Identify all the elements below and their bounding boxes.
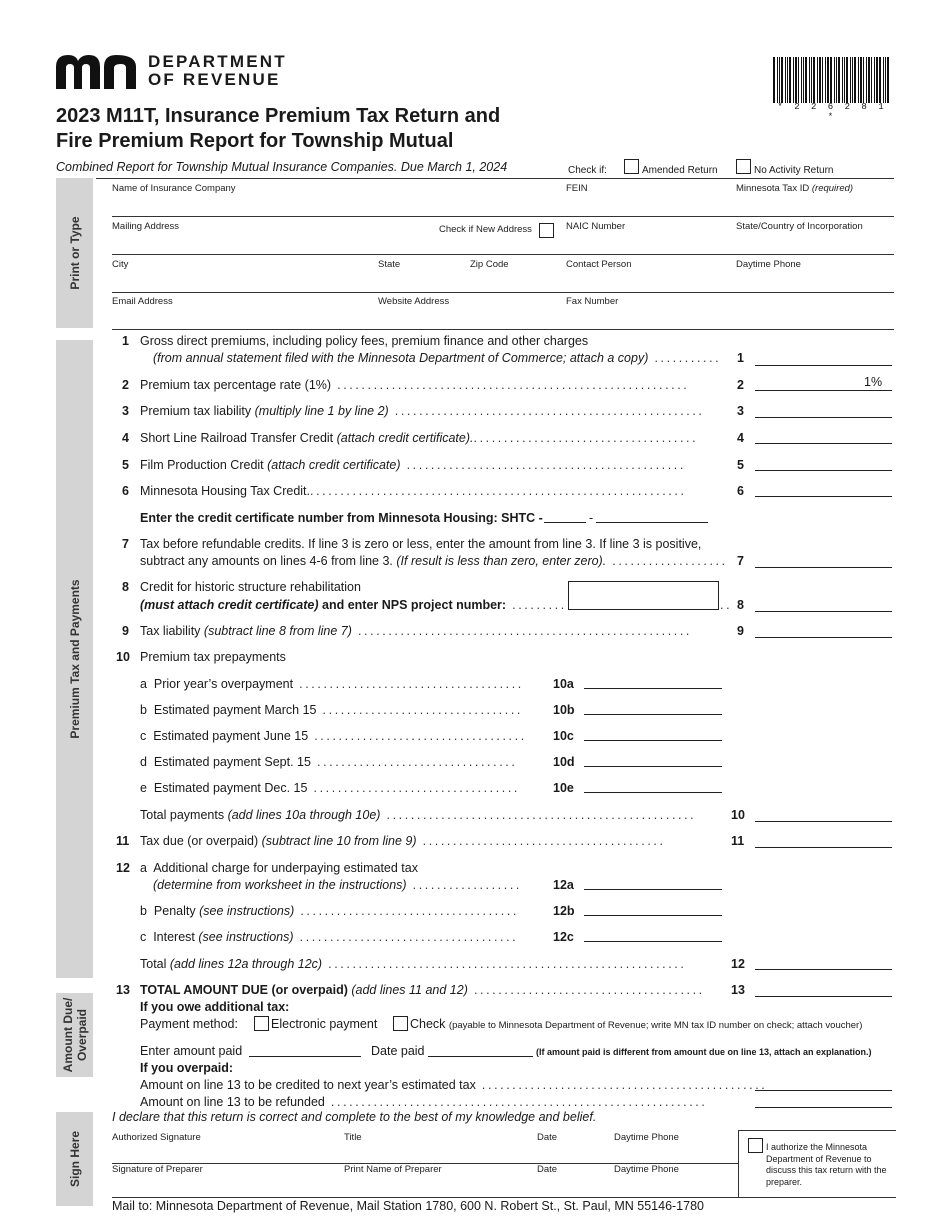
fein-label: FEIN — [566, 183, 588, 194]
line-10a-input[interactable] — [584, 688, 722, 689]
barcode-bar — [813, 57, 815, 103]
owe-heading: If you owe additional tax: — [140, 1000, 290, 1014]
line-number: 13 — [116, 983, 130, 997]
line-1-input[interactable] — [755, 365, 892, 366]
barcode-bar — [822, 57, 823, 103]
refunded-text: Amount on line 13 to be refunded .............................................................. — [140, 1095, 708, 1109]
new-address-label: Check if New Address — [439, 224, 532, 235]
barcode-bar — [887, 57, 889, 103]
line-9-input[interactable] — [755, 637, 892, 638]
barcode-bar — [785, 57, 786, 103]
line-10b-text: b Estimated payment March 15 ................................. — [140, 703, 523, 717]
date-paid-label: Date paid — [371, 1044, 425, 1058]
line-11-text: Tax due (or overpaid) (subtract line 10 from line 9) ........................................ — [140, 834, 666, 848]
barcode-bar — [781, 57, 783, 103]
line-8-text2: (must attach credit certificate) and enter NPS project number: ......... — [140, 598, 567, 612]
line-12a-input[interactable] — [584, 889, 722, 890]
divider — [738, 1130, 896, 1131]
shtc-text: Enter the credit certificate number from Minnesota Housing: SHTC - — [140, 511, 543, 525]
barcode-bar — [817, 57, 818, 103]
barcode-bar — [860, 57, 862, 103]
line-ref: 10b — [553, 703, 575, 717]
line-number: 9 — [122, 624, 129, 638]
department-name: DEPARTMENT OF REVENUE — [148, 52, 287, 89]
line-8-dots: .. — [720, 598, 733, 612]
authorize-preparer-checkbox[interactable] — [748, 1138, 763, 1153]
line-8-text: Credit for historic structure rehabilitation — [140, 580, 361, 594]
line-ref: 10 — [731, 808, 745, 822]
barcode-bar — [879, 57, 881, 103]
no-activity-label: No Activity Return — [754, 165, 834, 176]
line-3-text: Premium tax liability (multiply line 1 by line 2) ................................................... — [140, 404, 705, 418]
mailing-address-label: Mailing Address — [112, 221, 180, 232]
state-country-label: State/Country of Incorporation — [736, 221, 863, 232]
barcode-bar — [825, 57, 826, 103]
line-ref: 2 — [737, 378, 744, 392]
line-10d-input[interactable] — [584, 766, 722, 767]
line-10-total-input[interactable] — [755, 821, 892, 822]
line-12c-text: c Interest (see instructions) .................................... — [140, 930, 519, 944]
line-5-text: Film Production Credit (attach credit certificate) .............................................. — [140, 458, 686, 472]
line-12-total-text: Total (add lines 12a through 12c) ........................................................... — [140, 957, 687, 971]
side-tab-print: Print or Type — [56, 178, 93, 328]
daytime-phone-label: Daytime Phone — [614, 1132, 679, 1143]
daytime-phone-label: Daytime Phone — [736, 259, 801, 270]
barcode-bar — [866, 57, 867, 103]
line-11-input[interactable] — [755, 847, 892, 848]
line-10c-text: c Estimated payment June 15 ................................... — [140, 729, 527, 743]
barcode-bar — [871, 57, 872, 103]
line-number: 2 — [122, 378, 129, 392]
barcode-bar — [803, 57, 804, 103]
city-label: City — [112, 259, 129, 270]
check-payment-label: Check (payable to Minnesota Department of Revenue; write MN tax ID number on check; attach voucher) — [410, 1017, 863, 1031]
line-number: 3 — [122, 404, 129, 418]
shtc-input-1[interactable] — [544, 522, 586, 523]
barcode-bar — [885, 57, 886, 103]
amount-paid-label: Enter amount paid — [140, 1044, 243, 1058]
line-10-text: Premium tax prepayments — [140, 650, 286, 664]
preparer-name-label: Print Name of Preparer — [344, 1164, 442, 1175]
nps-project-number-input[interactable] — [568, 581, 719, 610]
barcode-bar — [844, 57, 845, 103]
barcode-bar — [883, 57, 884, 103]
line-ref: 10a — [553, 677, 574, 691]
amended-return-label: Amended Return — [642, 165, 718, 176]
authorize-preparer-text: I authorize the Minnesota Department of Revenue to discuss this tax return with the preparer. — [766, 1142, 887, 1187]
electronic-payment-label: Electronic payment — [271, 1017, 378, 1031]
line-ref: 7 — [737, 554, 744, 568]
company-name-label: Name of Insurance Company — [112, 183, 236, 194]
fax-label: Fax Number — [566, 296, 619, 307]
mailing-address-field[interactable] — [112, 254, 894, 255]
credited-input[interactable] — [755, 1090, 892, 1091]
contact-label: Contact Person — [566, 259, 632, 270]
line-8-input[interactable] — [755, 611, 892, 612]
barcode-bar — [876, 57, 878, 103]
barcode-bar — [827, 57, 829, 103]
mn-tax-id-label: Minnesota Tax ID (required) — [736, 183, 854, 194]
credited-text: Amount on line 13 to be credited to next year’s estimated tax ............................................... — [140, 1078, 768, 1092]
line-ref: 6 — [737, 484, 744, 498]
side-tab-sign: Sign Here — [56, 1112, 93, 1206]
line-number: 11 — [116, 834, 130, 848]
line-ref: 12a — [553, 878, 574, 892]
line-6-text: Minnesota Housing Tax Credit............................................................... — [140, 484, 687, 498]
check-if-label: Check if: — [568, 165, 607, 176]
line-12c-input[interactable] — [584, 941, 722, 942]
line-10-total-text: Total payments (add lines 10a through 10e) ................................................... — [140, 808, 697, 822]
barcode-bar — [779, 57, 780, 103]
date-label: Date — [537, 1164, 558, 1175]
date-paid-input[interactable] — [428, 1056, 533, 1057]
barcode — [773, 57, 891, 103]
line-10c-input[interactable] — [584, 740, 722, 741]
email-field[interactable] — [112, 329, 894, 330]
line-7-text: Tax before refundable credits. If line 3 is zero or less, enter the amount from line 3. If line 3 is positive, — [140, 537, 702, 551]
barcode-bar — [836, 57, 837, 103]
barcode-bar — [852, 57, 853, 103]
naic-label: NAIC Number — [566, 221, 626, 232]
line-2-value: 1% — [864, 375, 883, 389]
line-ref: 5 — [737, 458, 744, 472]
barcode-bar — [874, 57, 875, 103]
electronic-payment-checkbox[interactable] — [254, 1016, 269, 1031]
barcode-bar — [858, 57, 859, 103]
barcode-bar — [809, 57, 810, 103]
state-label: State — [378, 259, 401, 270]
barcode-bar — [846, 57, 848, 103]
website-label: Website Address — [378, 296, 450, 307]
mail-to-address: Mail to: Minnesota Department of Revenue, Mail Station 1780, 600 N. Robert St., St. Paul, MN 55146-1780 — [112, 1199, 704, 1213]
payment-method-label: Payment method: — [140, 1017, 238, 1031]
line-1-text2: (from annual statement filed with the Minnesota Department of Commerce; attach a copy) ........... — [153, 351, 722, 365]
line-ref: 11 — [731, 834, 745, 848]
check-payment-checkbox[interactable] — [393, 1016, 408, 1031]
line-ref: 3 — [737, 404, 744, 418]
line-ref: 12b — [553, 904, 575, 918]
line-10b-input[interactable] — [584, 714, 722, 715]
line-4-input[interactable] — [755, 443, 892, 444]
barcode-number: * 2 2 6 2 8 1 * — [777, 102, 887, 122]
barcode-bar — [863, 57, 864, 103]
barcode-bar — [850, 57, 851, 103]
barcode-bar — [834, 57, 835, 103]
no-activity-checkbox[interactable] — [736, 159, 751, 174]
overpaid-heading: If you overpaid: — [140, 1061, 234, 1075]
line-1-text: Gross direct premiums, including policy fees, premium finance and other charges — [140, 334, 589, 348]
line-ref: 1 — [737, 351, 744, 365]
line-3-input[interactable] — [755, 417, 892, 418]
line-10e-input[interactable] — [584, 792, 722, 793]
city-field[interactable] — [112, 292, 894, 293]
mn-logo — [56, 55, 136, 89]
barcode-bar — [777, 57, 778, 103]
divider — [738, 1130, 739, 1197]
email-label: Email Address — [112, 296, 173, 307]
line-ref: 8 — [737, 598, 744, 612]
preparer-signature-field[interactable] — [112, 1197, 896, 1198]
line-ref: 10d — [553, 755, 575, 769]
barcode-bar — [789, 57, 791, 103]
barcode-bar — [801, 57, 802, 103]
barcode-bar — [811, 57, 812, 103]
barcode-bar — [773, 57, 775, 103]
line-10d-text: d Estimated payment Sept. 15 ................................. — [140, 755, 518, 769]
line-ref: 4 — [737, 431, 744, 445]
refunded-input[interactable] — [755, 1107, 892, 1108]
line-13-input[interactable] — [755, 996, 892, 997]
line-9-text: Tax liability (subtract line 8 from line 7) ....................................................... — [140, 624, 692, 638]
shtc-dash: - — [589, 511, 594, 525]
barcode-bar — [793, 57, 794, 103]
barcode-bar — [798, 57, 799, 103]
barcode-bar — [868, 57, 870, 103]
barcode-bar — [830, 57, 832, 103]
declaration-text: I declare that this return is correct and complete to the best of my knowledge and belief. — [112, 1110, 597, 1124]
line-13-text: TOTAL AMOUNT DUE (or overpaid) (add lines 11 and 12) ...................................... — [140, 983, 705, 997]
line-ref: 9 — [737, 624, 744, 638]
side-tab-amount-due: Amount Due/ Overpaid — [56, 993, 93, 1077]
line-ref: 12c — [553, 930, 574, 944]
line-ref: 10c — [553, 729, 574, 743]
zip-label: Zip Code — [470, 259, 509, 270]
barcode-bar — [819, 57, 821, 103]
line-number: 7 — [122, 537, 129, 551]
title-label: Title — [344, 1132, 362, 1143]
barcode-bar — [795, 57, 797, 103]
daytime-phone-label: Daytime Phone — [614, 1164, 679, 1175]
barcode-bar — [838, 57, 840, 103]
new-address-checkbox[interactable] — [539, 223, 554, 238]
line-12a-note: (determine from worksheet in the instructions) .................. — [153, 878, 522, 892]
line-number: 5 — [122, 458, 129, 472]
date-label: Date — [537, 1132, 558, 1143]
line-number: 6 — [122, 484, 129, 498]
line-5-input[interactable] — [755, 470, 892, 471]
line-10a-text: a Prior year’s overpayment ..................................... — [140, 677, 524, 691]
line-ref: 10e — [553, 781, 574, 795]
line-number: 12 — [116, 861, 130, 875]
form-subtitle: Combined Report for Township Mutual Insurance Companies. Due March 1, 2024 — [56, 160, 508, 174]
line-12a-text: a Additional charge for underpaying estimated tax — [140, 861, 418, 875]
line-12b-text: b Penalty (see instructions) .................................... — [140, 904, 519, 918]
line-ref: 12 — [731, 957, 745, 971]
amended-return-checkbox[interactable] — [624, 159, 639, 174]
preparer-signature-label: Signature of Preparer — [112, 1164, 203, 1175]
barcode-bar — [805, 57, 807, 103]
line-10e-text: e Estimated payment Dec. 15 .................................. — [140, 781, 521, 795]
line-2-text: Premium tax percentage rate (1%) .......................................................... — [140, 378, 690, 392]
line-6-input[interactable] — [755, 496, 892, 497]
barcode-bar — [854, 57, 856, 103]
line-7-text2: subtract any amounts on lines 4-6 from line 3. (If result is less than zero, enter zero). ................... — [140, 554, 728, 568]
line-4-text: Short Line Railroad Transfer Credit (attach credit certificate)...................................... — [140, 431, 699, 445]
line-number: 10 — [116, 650, 130, 664]
line-12-total-input[interactable] — [755, 969, 892, 970]
line-12b-input[interactable] — [584, 915, 722, 916]
authorized-signature-label: Authorized Signature — [112, 1132, 201, 1143]
amount-paid-input[interactable] — [249, 1056, 361, 1057]
line-2-input[interactable] — [755, 390, 892, 391]
line-number: 4 — [122, 431, 129, 445]
divider — [96, 178, 894, 179]
line-number: 1 — [122, 334, 129, 348]
side-tab-premium: Premium Tax and Payments — [56, 340, 93, 978]
form-title: 2023 M11T, Insurance Premium Tax Return and Fire Premium Report for Township Mutual — [56, 105, 501, 152]
company-name-field[interactable] — [112, 216, 894, 217]
barcode-bar — [842, 57, 843, 103]
amount-difference-note: (If amount paid is different from amount due on line 13, attach an explanation.) — [536, 1047, 872, 1057]
line-7-input[interactable] — [755, 567, 892, 568]
shtc-input-2[interactable] — [596, 522, 708, 523]
line-number: 8 — [122, 580, 129, 594]
line-ref: 13 — [731, 983, 745, 997]
barcode-bar — [787, 57, 788, 103]
